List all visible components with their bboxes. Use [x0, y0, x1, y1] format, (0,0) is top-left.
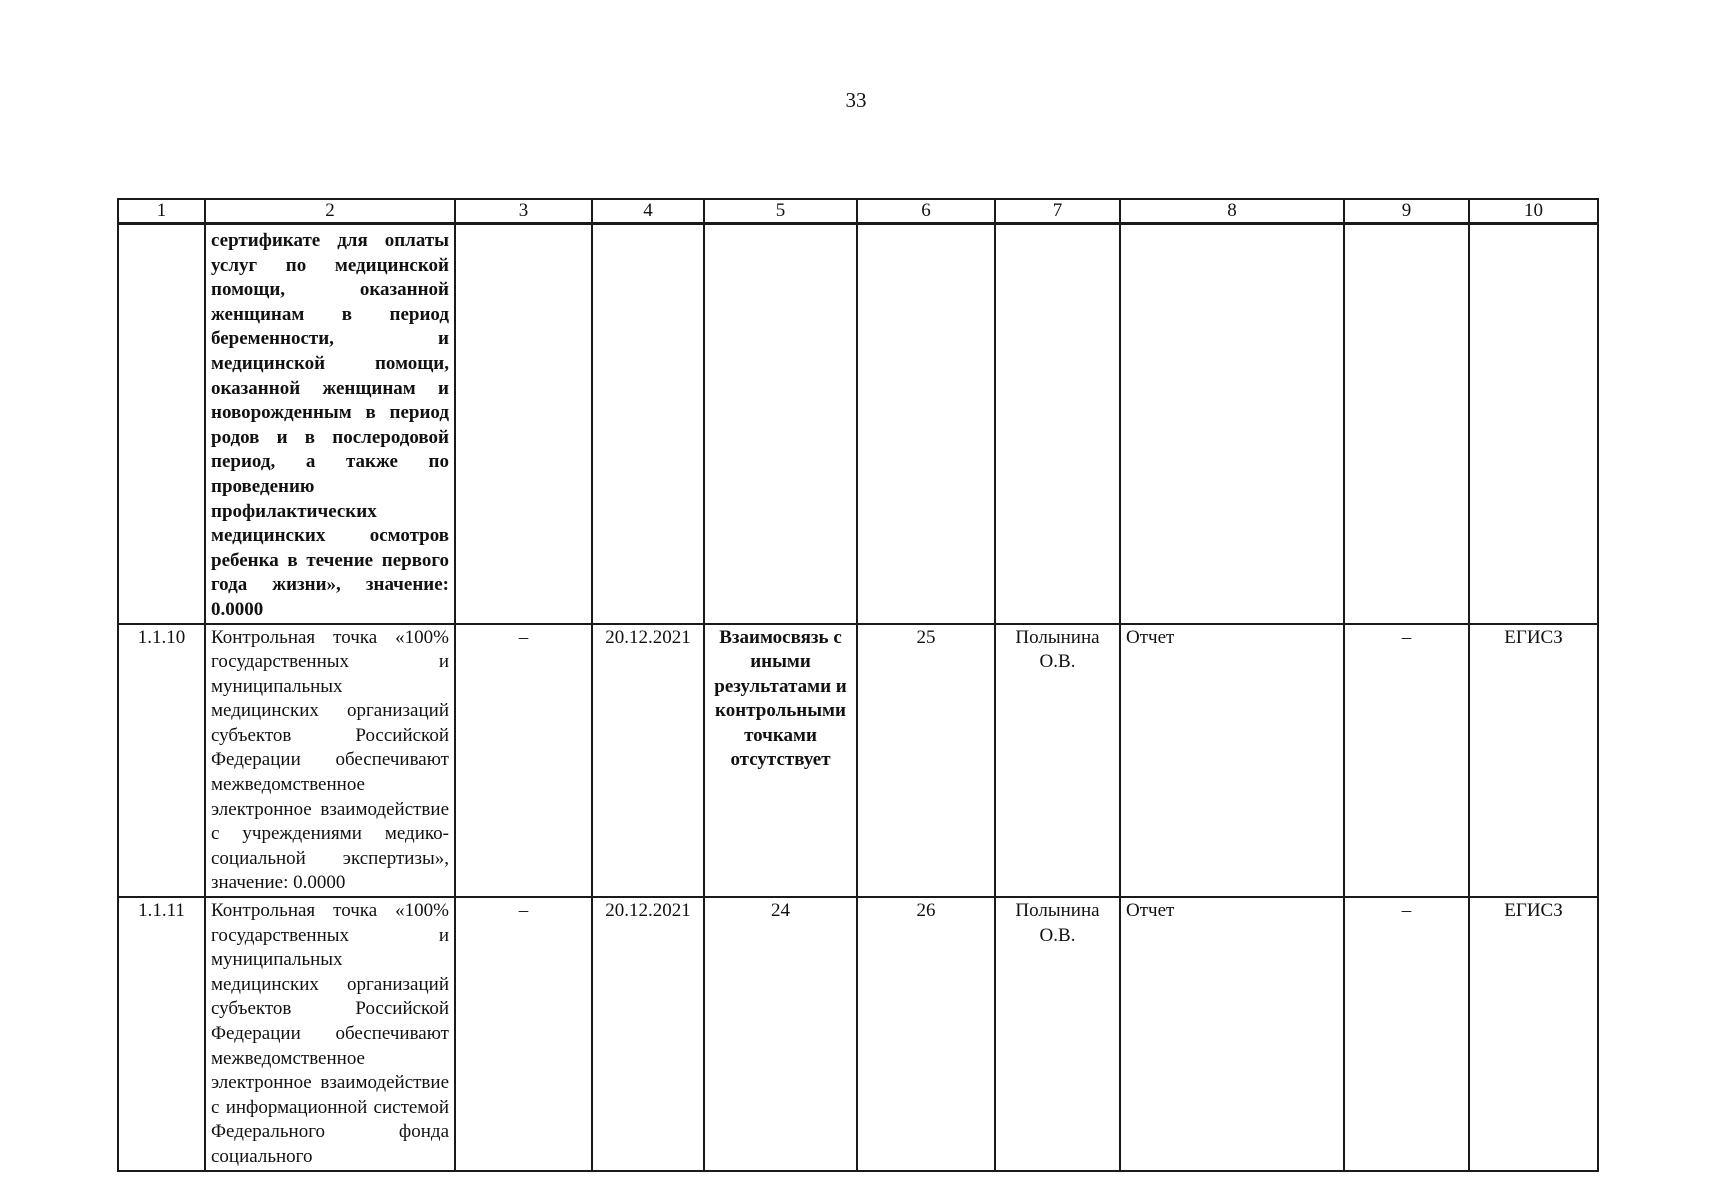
cell-col3: –: [455, 624, 592, 898]
cell-number: [118, 224, 205, 624]
cell-system: ЕГИСЗ: [1469, 897, 1598, 1171]
cell-document: [1120, 224, 1344, 624]
cell-system: [1469, 224, 1598, 624]
column-header-8: 8: [1120, 199, 1344, 224]
column-header-9: 9: [1344, 199, 1469, 224]
cell-description: сертификате для оплаты услуг по медицинской помощи, оказанной женщинам в период беременности, и медицинской помощи, оказанной женщинам и новорожденным в период родов и в послеродовой период, а также по проведению профилактических медицинских осмотров ребенка в течение первого года жизни», значение: 0.0000: [205, 224, 455, 624]
cell-col3: –: [455, 897, 592, 1171]
cell-col6: 26: [857, 897, 995, 1171]
cell-relation: Взаимосвязь с иными результатами и контрольными точками отсутствует: [704, 624, 857, 898]
cell-date: [592, 224, 704, 624]
page-number: 33: [845, 88, 867, 112]
column-header-10: 10: [1469, 199, 1598, 224]
cell-col3: [455, 224, 592, 624]
cell-relation: 24: [704, 897, 857, 1171]
cell-number: 1.1.11: [118, 897, 205, 1171]
column-header-5: 5: [704, 199, 857, 224]
cell-system: ЕГИСЗ: [1469, 624, 1598, 898]
plan-table: [117, 198, 1599, 1172]
column-header-4: 4: [592, 199, 704, 224]
cell-description: Контрольная точка «100% государственных и муниципальных медицинских организаций субъектов Российской Федерации обеспечивают межведомственное электронное взаимодействие с информационной системой Федерального фонда социального: [205, 897, 455, 1171]
cell-responsible: Полынина О.В.: [995, 624, 1120, 898]
table-row-continuation: [118, 224, 1598, 624]
column-header-1: 1: [118, 199, 205, 224]
column-number-row: [118, 199, 1598, 224]
column-header-6: 6: [857, 199, 995, 224]
cell-responsible: Полынина О.В.: [995, 897, 1120, 1171]
cell-document: Отчет: [1120, 897, 1344, 1171]
cell-col9: –: [1344, 624, 1469, 898]
cell-col6: [857, 224, 995, 624]
cell-relation: [704, 224, 857, 624]
column-header-7: 7: [995, 199, 1120, 224]
cell-document: Отчет: [1120, 624, 1344, 898]
column-header-3: 3: [455, 199, 592, 224]
cell-col6: 25: [857, 624, 995, 898]
cell-number: 1.1.10: [118, 624, 205, 898]
cell-col9: [1344, 224, 1469, 624]
cell-responsible: [995, 224, 1120, 624]
table-row-1-1-11: [118, 897, 1598, 1171]
table-row-1-1-10: [118, 624, 1598, 898]
cell-description: Контрольная точка «100% государственных и муниципальных медицинских организаций субъектов Российской Федерации обеспечивают межведомственное электронное взаимодействие с учреждениями медико-социальной экспертизы», значение: 0.0000: [205, 624, 455, 898]
column-header-2: 2: [205, 199, 455, 224]
cell-col9: –: [1344, 897, 1469, 1171]
cell-date: 20.12.2021: [592, 897, 704, 1171]
cell-date: 20.12.2021: [592, 624, 704, 898]
